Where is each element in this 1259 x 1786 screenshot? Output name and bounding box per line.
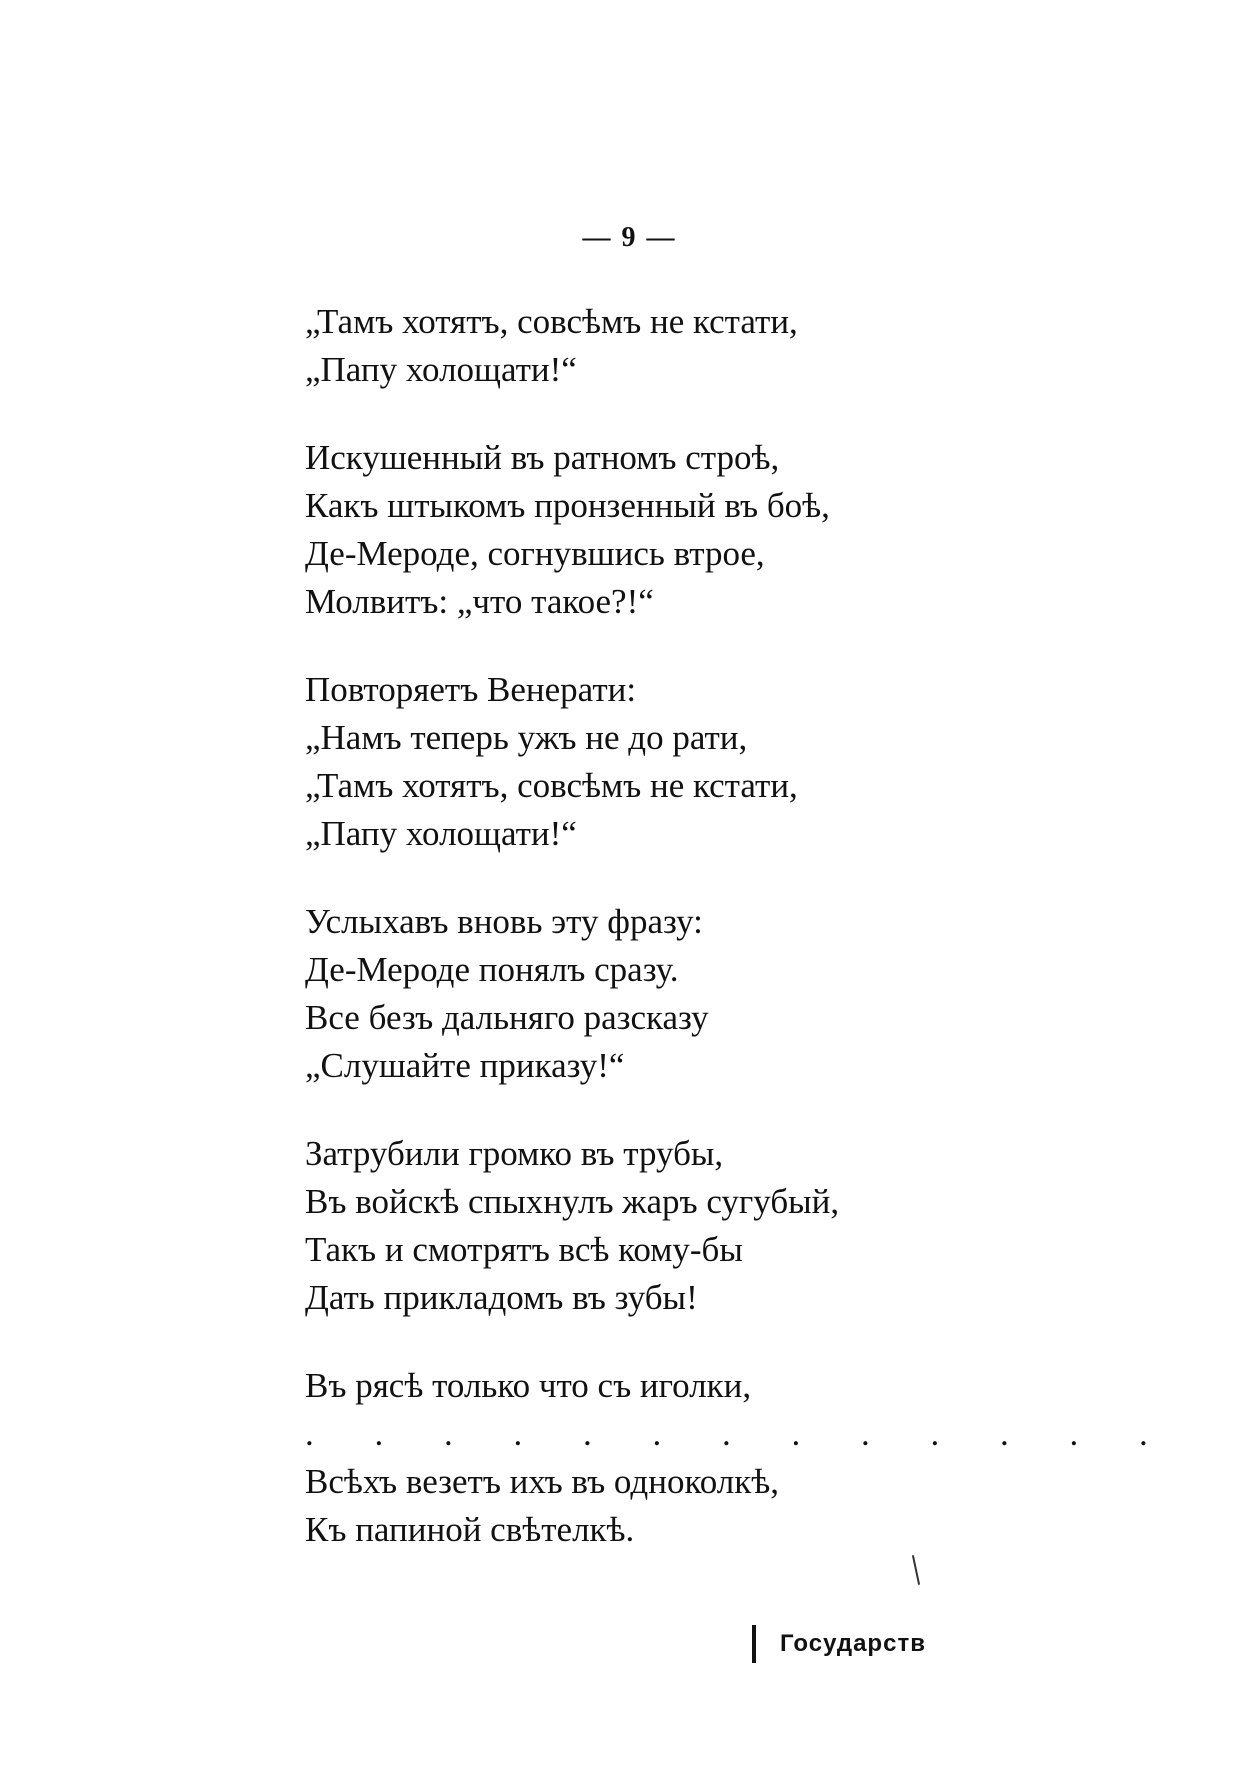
poem-line: Къ папиной свѣтелкѣ. (305, 1510, 635, 1549)
poem-line: Всѣхъ везетъ ихъ въ одноколкѣ, (305, 1462, 779, 1501)
poem-line: Въ войскѣ спыхнулъ жаръ сугубый, (305, 1182, 840, 1221)
poem-line: „Папу холощати!“ (305, 350, 577, 389)
stanza-5 (305, 1130, 1005, 1322)
poem-line: „Папу холощати!“ (305, 814, 577, 853)
poem-line: Дать прикладомъ въ зубы! (305, 1278, 698, 1317)
poem-line: Затрубили громко въ трубы, (305, 1134, 724, 1173)
poem-line: Молвитъ: „что такое?!“ (305, 582, 654, 621)
ellipsis-line: . . . . . . . . . . . . . (305, 1414, 1174, 1453)
poem-line: „Тамъ хотятъ, совсѣмъ не кстати, (305, 766, 798, 805)
stanza-4 (305, 898, 1005, 1090)
poem-line: Въ рясѣ только что съ иголки, (305, 1366, 752, 1405)
poem-line: Такъ и смотрятъ всѣ кому-бы (305, 1230, 743, 1269)
stanza-1 (305, 298, 1005, 394)
stanza-3 (305, 666, 1005, 858)
poem-line: Какъ штыкомъ пронзенный въ боѣ, (305, 486, 830, 525)
poem-line: Услыхавъ вновь эту фразу: (305, 902, 703, 941)
poem-line: Де-Мероде понялъ сразу. (305, 950, 679, 989)
poem-body (305, 298, 1174, 1594)
poem-line: Искушенный въ ратномъ строѣ, (305, 438, 780, 477)
stanza-6 (305, 1362, 1174, 1554)
stanza-2 (305, 434, 1005, 626)
poem-line: „Слушайте приказу!“ (305, 1046, 625, 1085)
poem-line: Все безъ дальняго разсказу (305, 998, 709, 1037)
poem-line: Де-Мероде, согнувшись втрое, (305, 534, 765, 573)
poem-line: „Тамъ хотятъ, совсѣмъ не кстати, (305, 302, 798, 341)
page-number: — 9 — (582, 222, 677, 253)
library-stamp: Государств (752, 1625, 970, 1663)
poem-line: Повторяетъ Венерати: (305, 670, 637, 709)
poem-line: „Намъ теперь ужъ не до рати, (305, 718, 748, 757)
